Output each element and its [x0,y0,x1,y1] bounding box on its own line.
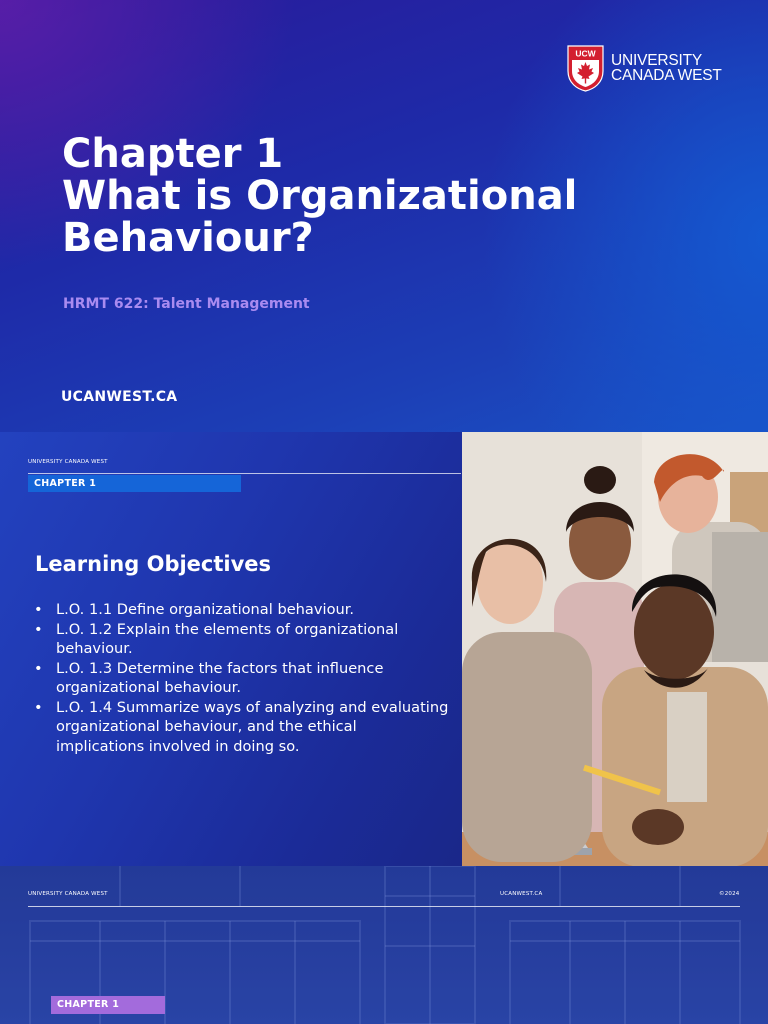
objective-text: L.O. 1.2 Explain the elements of organizational behaviour. [56,620,399,657]
bullet-icon: • [34,601,43,618]
list-item [34,600,449,620]
bullet-icon: • [34,659,43,677]
team-photo [462,432,768,866]
logo-line-1: UNIVERSITY [611,52,703,69]
objective-text: L.O. 1.1 Define organizational behaviour. [56,601,355,618]
objective-text: L.O. 1.4 Summarize ways of analyzing and evaluating organizational behaviour, and the ethical implications involved in doing so. [56,698,449,755]
objectives-panel [0,432,462,866]
title-line-3: Behaviour? [62,215,314,261]
list-item [34,659,449,698]
team-photo-illustration [462,432,768,866]
logo-wordmark [611,53,722,83]
chapter-badge: CHAPTER 1 [51,996,165,1014]
title-line-2: What is Organizational [62,173,578,219]
objectives-list [34,600,449,756]
footer-website-label: UCANWEST.CA [500,891,543,897]
ucw-logo [567,44,722,92]
logo-line-2: CANADA WEST [611,67,722,84]
objective-text: L.O. 1.3 Determine the factors that influence organizational behaviour. [56,659,384,696]
logo-mark-text: UCW [575,48,596,58]
chapter-badge: CHAPTER 1 [28,475,241,492]
objectives-heading: Learning Objectives [35,552,272,576]
header-divider [28,473,461,474]
list-item [34,698,449,757]
slide-title [62,133,577,259]
footer-copyright: ©2024 [719,891,740,897]
header-university-label: UNIVERSITY CANADA WEST [28,459,108,465]
bullet-icon: • [34,620,43,638]
course-subtitle: HRMT 622: Talent Management [63,296,310,312]
learning-objectives-slide [0,432,768,866]
website-label: UCANWEST.CA [61,389,178,405]
footer-university-label: UNIVERSITY CANADA WEST [28,891,108,897]
title-line-1: Chapter 1 [62,131,284,177]
chapter-divider-slide [0,866,768,1024]
bullet-icon: • [34,698,43,716]
footer-divider [28,906,740,907]
title-slide [0,0,768,432]
maple-leaf-shield-icon [567,45,604,92]
list-item [34,620,449,659]
